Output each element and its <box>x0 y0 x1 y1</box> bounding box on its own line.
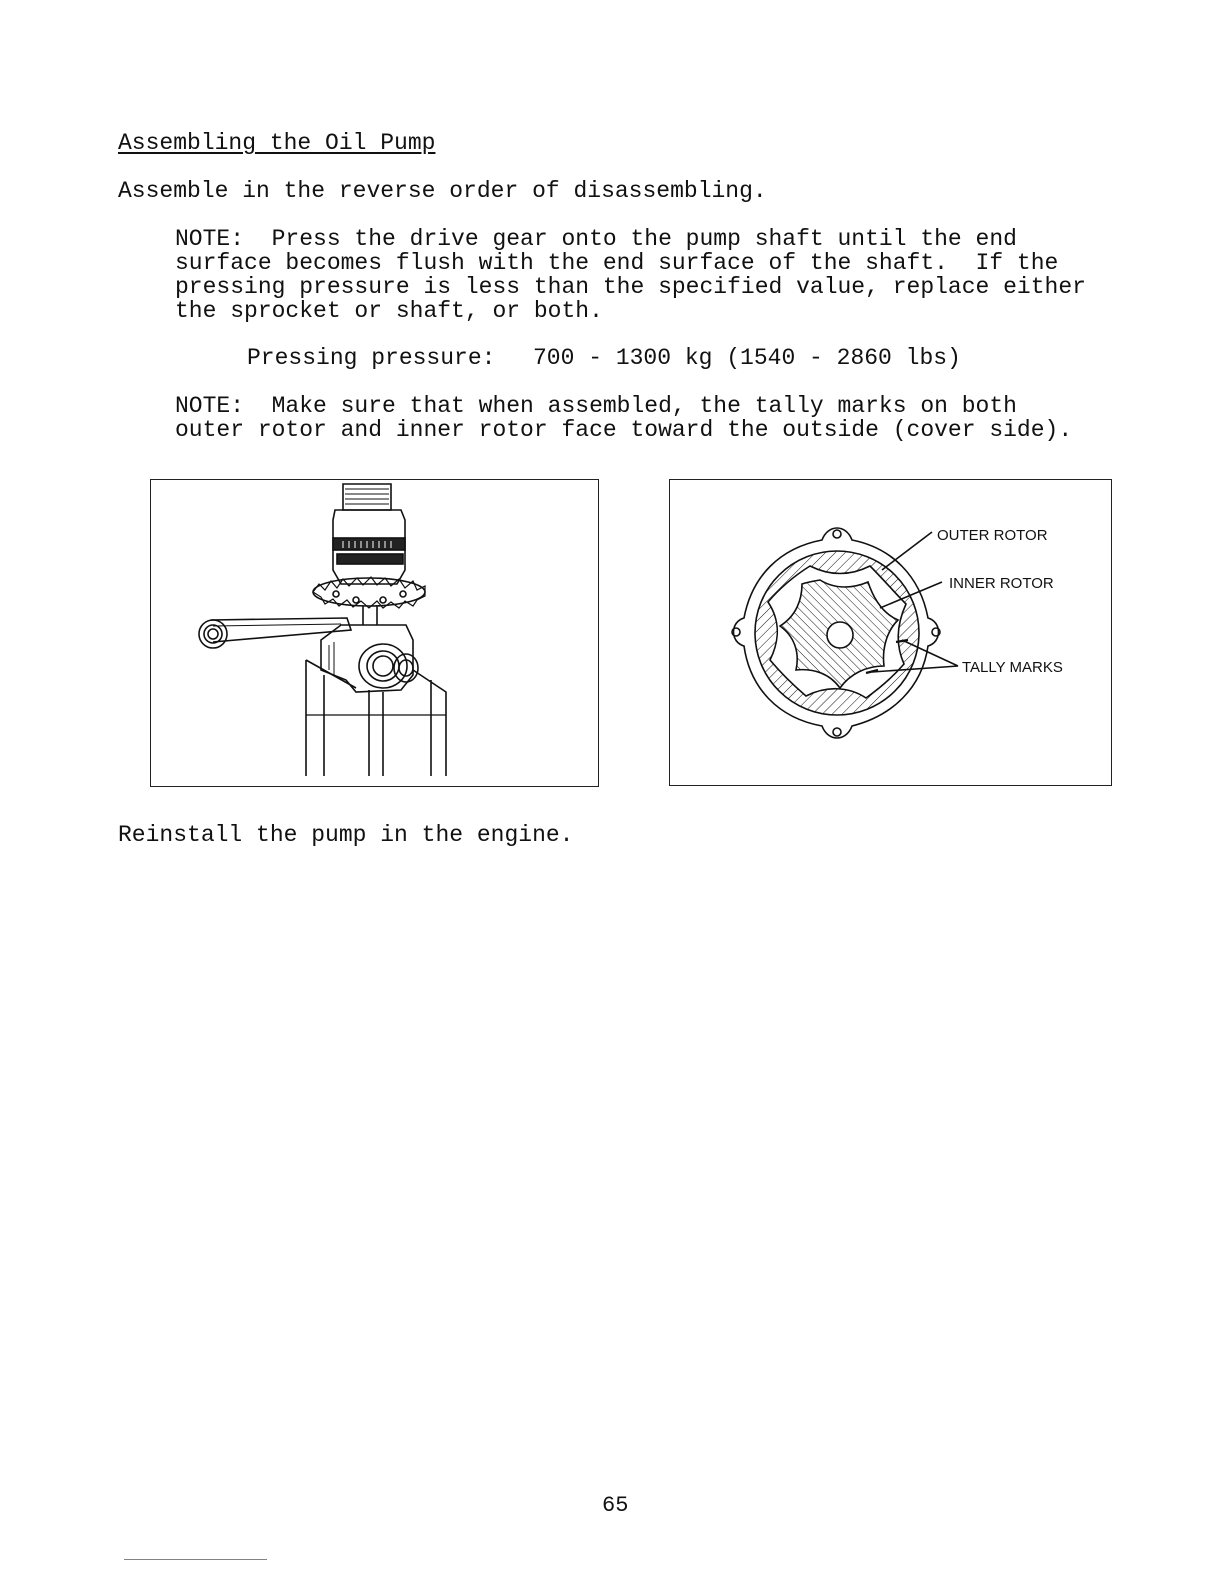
tally-marks-label: TALLY MARKS <box>962 659 1063 676</box>
note-1-line: the sprocket or shaft, or both. <box>175 298 603 324</box>
note-1-line: NOTE: Press the drive gear onto the pump shaft until the end <box>175 226 1017 252</box>
page-number: 65 <box>602 1493 629 1518</box>
scan-edge-line <box>124 1559 267 1560</box>
intro-text: Assemble in the reverse order of disassembling. <box>118 178 767 204</box>
note-2-line: outer rotor and inner rotor face toward the outside (cover side). <box>175 417 1073 443</box>
pressure-label: Pressing pressure: <box>247 345 496 371</box>
pressure-value: 700 - 1300 kg (1540 - 2860 lbs) <box>533 345 961 371</box>
outer-rotor-label: OUTER ROTOR <box>937 527 1048 544</box>
pump-press-figure <box>150 479 599 787</box>
closing-text: Reinstall the pump in the engine. <box>118 822 574 848</box>
pump-press-illustration <box>151 480 600 788</box>
section-heading: Assembling the Oil Pump <box>118 130 436 156</box>
note-1-line: surface becomes flush with the end surface of the shaft. If the <box>175 250 1059 276</box>
rotor-diagram <box>670 480 1113 787</box>
inner-rotor-label: INNER ROTOR <box>949 575 1054 592</box>
rotor-figure <box>669 479 1112 786</box>
note-2-line: NOTE: Make sure that when assembled, the tally marks on both <box>175 393 1017 419</box>
note-1-line: pressing pressure is less than the specified value, replace either <box>175 274 1086 300</box>
